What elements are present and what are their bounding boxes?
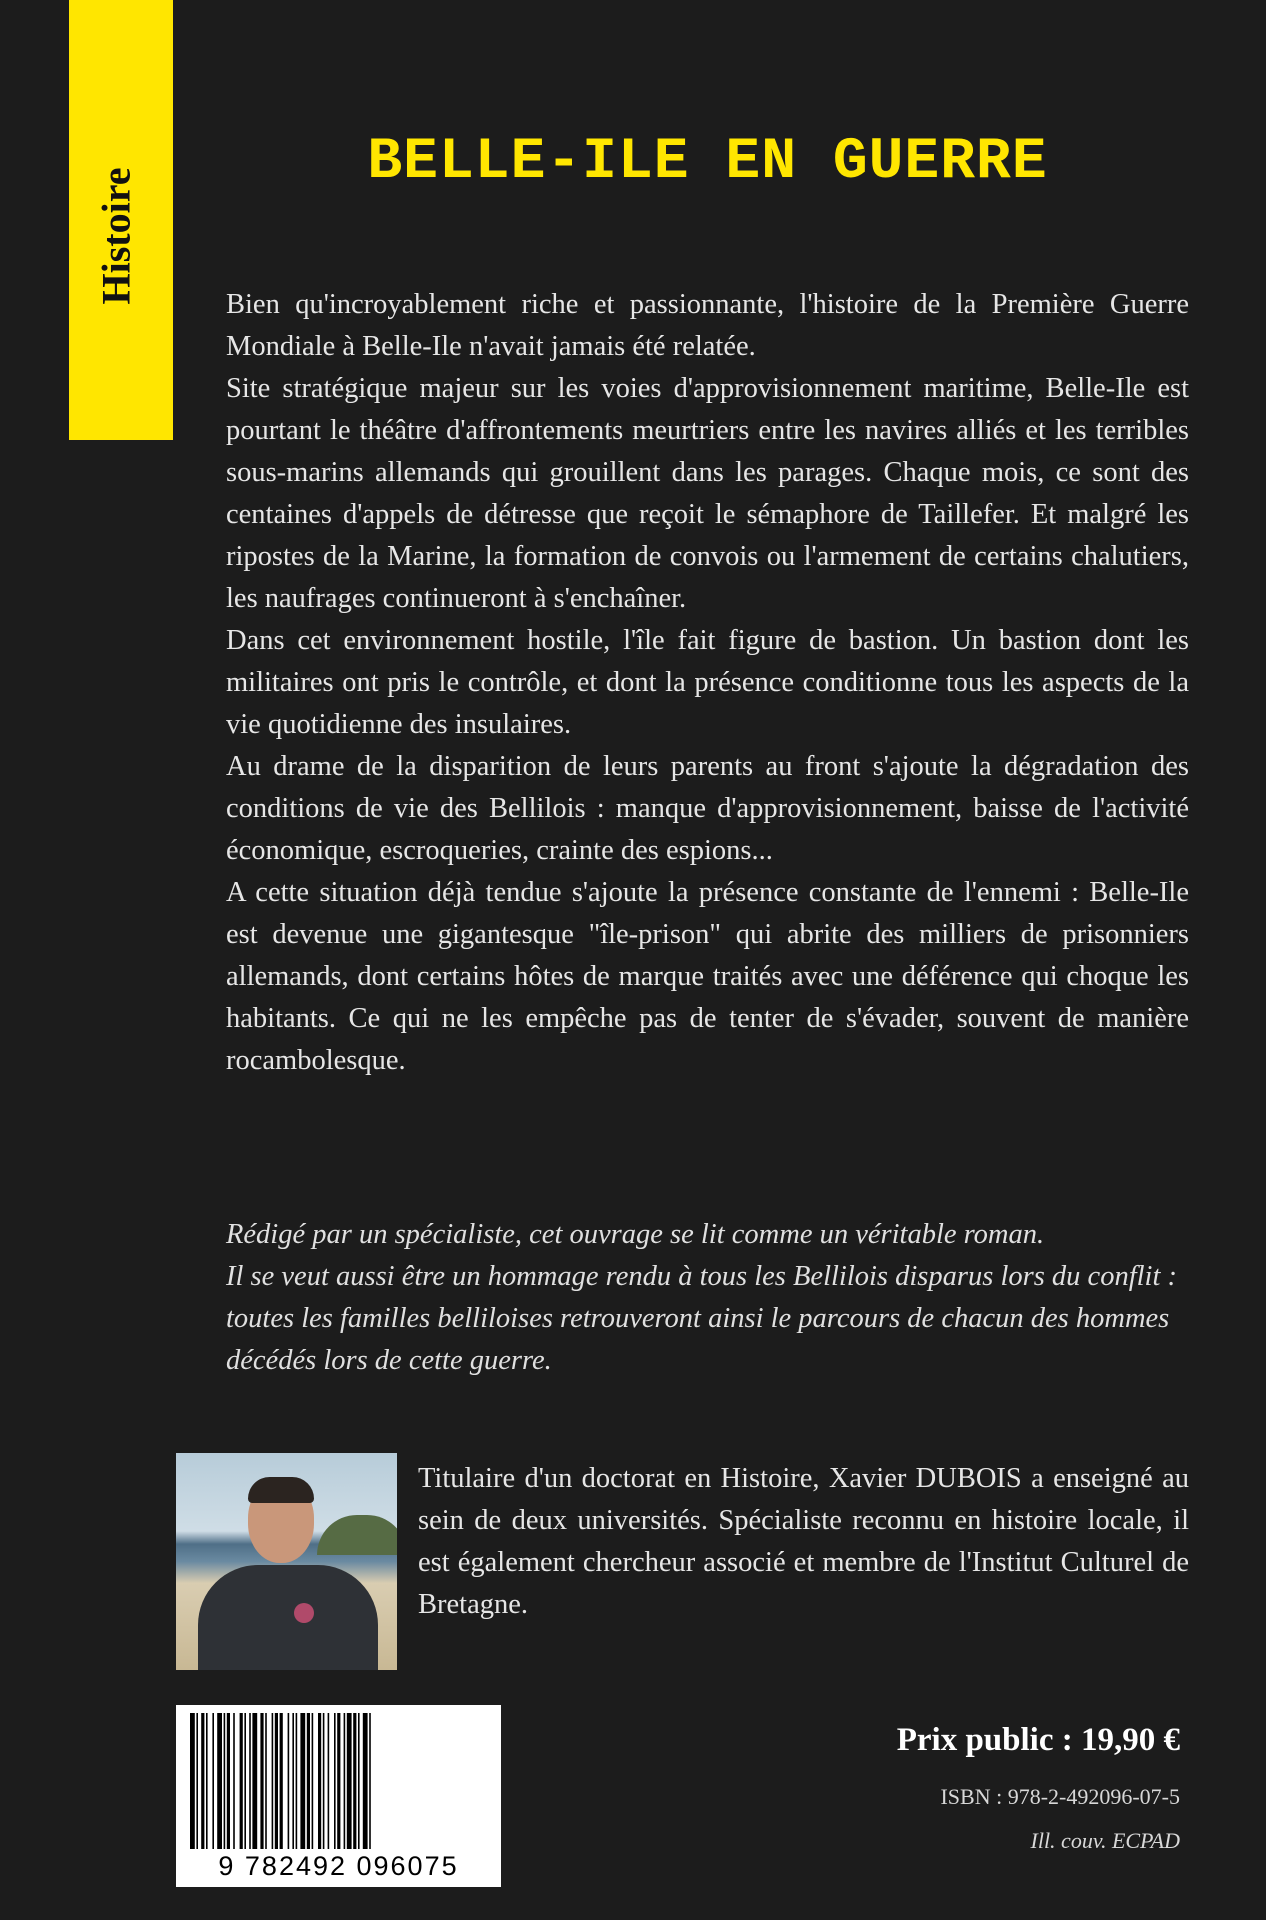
summary-paragraph: Au drame de la disparition de leurs parents au front s'ajoute la dégradation des conditions de vie des Bellilois : manque d'approvisionnement, baisse de l'activité économique, escroqueries, crainte des espions... (226, 751, 1189, 866)
summary-paragraph: Dans cet environnement hostile, l'île fait figure de bastion. Un bastion dont les militaires ont pris le contrôle, et dont la présence conditionne tous les aspects de la vie quotidienne des insulaires. (226, 625, 1189, 740)
cover-credit: Ill. couv. ECPAD (1030, 1828, 1180, 1853)
barcode-bar (196, 1713, 198, 1849)
barcode-bar (227, 1713, 230, 1849)
quote-line: Il se veut aussi être un hommage rendu à tous les Bellilois disparus lors du conflit : toutes les familles belliloises retrouveront ainsi le parcours de chacun des hommes décédés lors de cette guerre. (226, 1261, 1177, 1376)
barcode-bar (300, 1713, 305, 1849)
blurb-quote (226, 1214, 1189, 1382)
barcode-bar (296, 1713, 298, 1849)
summary-paragraph: Bien qu'incroyablement riche et passionnante, l'histoire de la Première Guerre Mondiale à Belle-Ile n'avait jamais été relatée. (226, 289, 1189, 362)
barcode-bar (323, 1713, 325, 1849)
barcode-bar (233, 1713, 235, 1849)
barcode-bar (217, 1713, 222, 1849)
barcode-bar (288, 1713, 290, 1849)
quote-line: Rédigé par un spécialiste, cet ouvrage se lit comme un véritable roman. (226, 1219, 1045, 1250)
barcode (176, 1705, 501, 1887)
barcode-bar (272, 1713, 274, 1849)
barcode-bar (244, 1713, 246, 1849)
price: Prix public : 19,90 € (896, 1722, 1180, 1758)
author-bio: Titulaire d'un doctorat en Histoire, Xavier DUBOIS a enseigné au sein de deux universités. Spécialiste reconnu en histoire locale, il est également chercheur associé et membre de l'Institut Culturel de Bretagne. (418, 1463, 1189, 1620)
barcode-bar (249, 1713, 251, 1849)
barcode-bar (252, 1713, 257, 1849)
barcode-bar (275, 1713, 278, 1849)
barcode-bar (307, 1713, 310, 1849)
barcode-bar (369, 1713, 371, 1849)
summary-paragraph: Site stratégique majeur sur les voies d'approvisionnement maritime, Belle-Ile est pourtant le théâtre d'affrontements meurtriers entre les navires alliés et les terribles sous-marins allemands qui grouillent dans les parages. Chaque mois, ce sont des centaines d'appels de détresse que reçoit le sémaphore de Taillefer. Et malgré les ripostes de la Marine, la formation de convois ou l'armement de certains chalutiers, les naufrages continueront à s'enchaîner. (226, 373, 1189, 614)
barcode-bar (240, 1713, 243, 1849)
barcode-bars (186, 1713, 491, 1849)
barcode-bar (280, 1713, 283, 1849)
barcode-bar (328, 1713, 330, 1849)
summary-paragraph: A cette situation déjà tendue s'ajoute la présence constante de l'ennemi : Belle-Ile est devenue une gigantesque "île-prison" qui abrite des milliers de prisonniers allemands, dont certains hôtes de marque traités avec une déférence qui choque les habitants. Ce qui ne les empêche pas de tenter de s'évader, souvent de manière rocambolesque. (226, 877, 1189, 1076)
barcode-bar (265, 1713, 267, 1849)
barcode-bar (201, 1713, 204, 1849)
barcode-bar (363, 1713, 368, 1849)
barcode-bar (347, 1713, 352, 1849)
barcode-bar (337, 1713, 340, 1849)
barcode-bar (212, 1713, 214, 1849)
barcode-bar (358, 1713, 360, 1849)
barcode-bar (312, 1713, 314, 1849)
author-photo (176, 1453, 397, 1670)
category-label: Histoire (93, 167, 139, 305)
summary (226, 284, 1189, 1082)
barcode-bar (344, 1713, 346, 1849)
barcode-bar (334, 1713, 336, 1849)
barcode-bar (318, 1713, 321, 1849)
isbn: ISBN : 978-2-492096-07-5 (940, 1784, 1180, 1809)
barcode-bar (206, 1713, 208, 1849)
barcode-bar (353, 1713, 356, 1849)
barcode-bar (190, 1713, 195, 1849)
barcode-bar (224, 1713, 226, 1849)
book-title: BELLE-ILE EN GUERRE (367, 130, 1048, 195)
barcode-bar (292, 1713, 294, 1849)
barcode-digits: 9 782492 096075 (218, 1851, 459, 1881)
barcode-bar (260, 1713, 263, 1849)
